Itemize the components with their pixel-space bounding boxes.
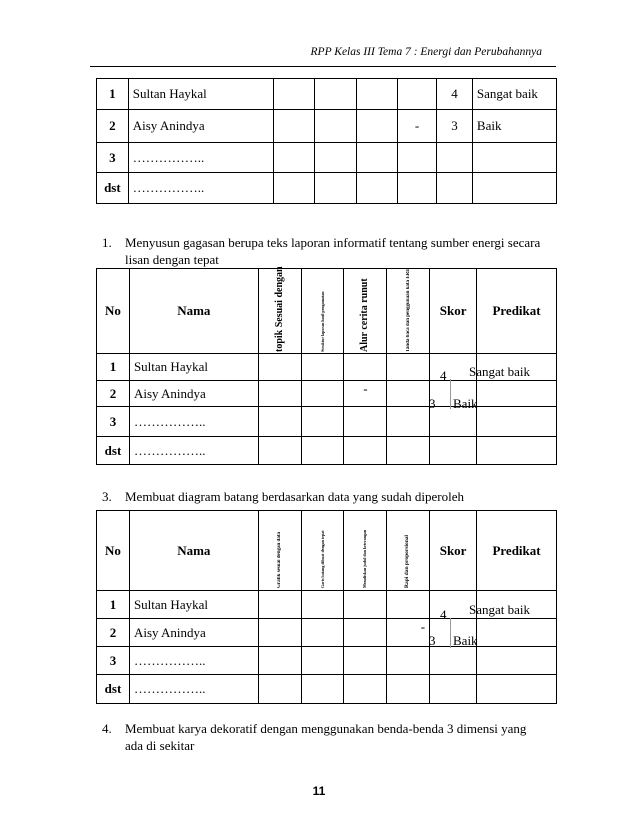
student-name: Aisy Anindya [129, 381, 258, 407]
section-number: 3. [102, 489, 112, 504]
row-number: 3 [97, 143, 129, 173]
running-header: RPP Kelas III Tema 7 : Energi dan Perubahannya [310, 46, 542, 58]
header-no: No [97, 269, 130, 354]
table-row [97, 110, 557, 143]
student-name: …………….. [128, 173, 273, 204]
mark-cell: - [344, 381, 387, 407]
student-name: …………….. [129, 407, 258, 437]
predicate-cell [472, 173, 556, 204]
header-name: Nama [129, 269, 258, 354]
score-cell [437, 143, 473, 173]
table-row [97, 407, 557, 437]
row-number: dst [97, 675, 130, 704]
student-name: …………….. [128, 143, 273, 173]
section-text: Menyusun gagasan berupa teks laporan informatif tentang sumber energi secara lisan dengan tepat [125, 235, 541, 267]
student-name: …………….. [129, 437, 258, 465]
header-criterion-3: Menuliskan judul dan keterangan [362, 529, 368, 588]
table-header-row [97, 511, 557, 591]
student-name: Sultan Haykal [129, 354, 258, 381]
row-number: 1 [97, 354, 130, 381]
score-cell [437, 173, 473, 204]
floating-predicate-2: Baik [453, 633, 478, 648]
mark-cell [398, 79, 437, 110]
header-name: Nama [129, 511, 258, 591]
assessment-table-continued [96, 78, 557, 204]
table-row [97, 381, 557, 407]
mark-cell: - [398, 110, 437, 143]
header-predicate: Predikat [477, 269, 557, 354]
section-number: 4. [102, 721, 112, 736]
row-number: 2 [97, 381, 130, 407]
header-score: Skor [430, 269, 477, 354]
mark-cell [398, 173, 437, 204]
floating-predicate-1: Sangat baik [469, 602, 531, 617]
student-name: Aisy Anindya [128, 110, 273, 143]
header-criterion-1: Grafik sesuai dengan data [277, 531, 283, 588]
floating-score-2: 3 [429, 396, 436, 411]
predicate-cell: Sangat baik [472, 79, 556, 110]
cell-divider [450, 618, 451, 648]
floating-predicate-1: Sangat baik [469, 364, 531, 379]
row-number: 3 [97, 647, 130, 675]
header-criterion-4: Tanda baca dan penggunaan kata ERD [405, 268, 411, 352]
mark-cell [398, 143, 437, 173]
header-no: No [97, 511, 130, 591]
student-name: Sultan Haykal [129, 591, 258, 619]
header-criterion-1: topik Sesuai dengan [273, 266, 285, 352]
table-row [97, 675, 557, 704]
row-number: dst [97, 437, 130, 465]
floating-predicate-2: Baik [453, 396, 478, 411]
floating-score-2: 3 [429, 633, 436, 648]
table-row [97, 647, 557, 675]
row-number: 3 [97, 407, 130, 437]
floating-score-1: 4 [440, 368, 447, 383]
table-row [97, 143, 557, 173]
row-number: dst [97, 173, 129, 204]
predicate-cell [472, 143, 556, 173]
row-number: 2 [97, 619, 130, 647]
student-name: …………….. [129, 675, 258, 704]
score-cell: 3 [437, 110, 473, 143]
floating-score-1: 4 [440, 607, 447, 622]
row-number: 1 [97, 79, 129, 110]
row-number: 1 [97, 591, 130, 619]
page-number: 11 [312, 784, 326, 798]
header-score: Skor [430, 511, 477, 591]
row-number: 2 [97, 110, 129, 143]
predicate-cell: Baik [472, 110, 556, 143]
table-row [97, 619, 557, 647]
student-name: …………….. [129, 647, 258, 675]
header-criterion-3: Alur cerita runut [359, 278, 371, 352]
table-header-row [97, 269, 557, 354]
section-text: Membuat karya dekoratif dengan menggunakan benda-benda 3 dimensi yang ada di sekitar [125, 721, 527, 753]
header-criterion-2: Struktur laporan hasil pengamatan [319, 291, 325, 352]
header-predicate: Predikat [477, 511, 557, 591]
header-criterion-2: Garis batang dibuat dengan tepat [319, 529, 325, 588]
header-rule [90, 66, 556, 67]
section-number: 1. [102, 235, 112, 250]
mark-cell: - [387, 619, 430, 647]
section-text: Membuat diagram batang berdasarkan data yang sudah diperoleh [125, 489, 464, 504]
table-row [97, 173, 557, 204]
table-row [97, 79, 557, 110]
score-cell: 4 [437, 79, 473, 110]
cell-divider [450, 379, 451, 409]
student-name: Aisy Anindya [129, 619, 258, 647]
table-row [97, 437, 557, 465]
header-criterion-4: Rapi dan proporsional [404, 534, 411, 588]
student-name: Sultan Haykal [128, 79, 273, 110]
